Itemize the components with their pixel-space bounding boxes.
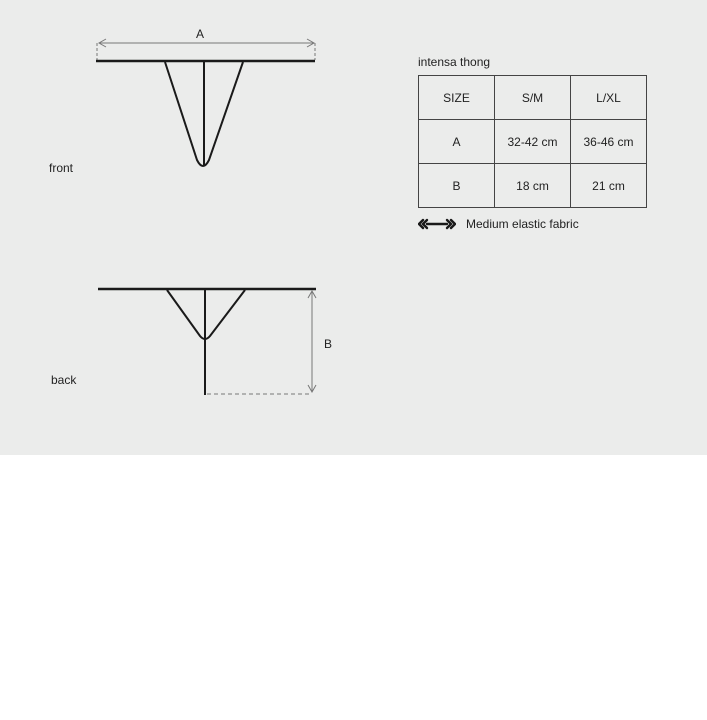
elastic-arrows-icon [418,218,456,230]
fabric-label: Medium elastic fabric [466,217,579,231]
table-cell: B [419,164,495,208]
table-cell: 18 cm [495,164,571,208]
back-view [98,289,316,395]
dimension-b-arrow [207,291,316,394]
front-label: front [49,161,74,175]
fabric-note [418,217,579,231]
product-title: intensa thong [418,55,491,69]
table-cell: 21 cm [571,164,647,208]
table-row [419,120,647,164]
dimension-a-label: A [195,27,205,41]
dimension-b-label: B [323,337,333,351]
table-header-cell: SIZE [419,76,495,120]
table-header-cell: L/XL [571,76,647,120]
table-row [419,164,647,208]
table-cell: A [419,120,495,164]
front-view [96,39,315,166]
size-table [418,75,647,208]
table-header-cell: S/M [495,76,571,120]
table-header-row [419,76,647,120]
back-label: back [51,373,77,387]
table-cell: 32-42 cm [495,120,571,164]
dimension-a-arrow [97,39,315,60]
table-cell: 36-46 cm [571,120,647,164]
